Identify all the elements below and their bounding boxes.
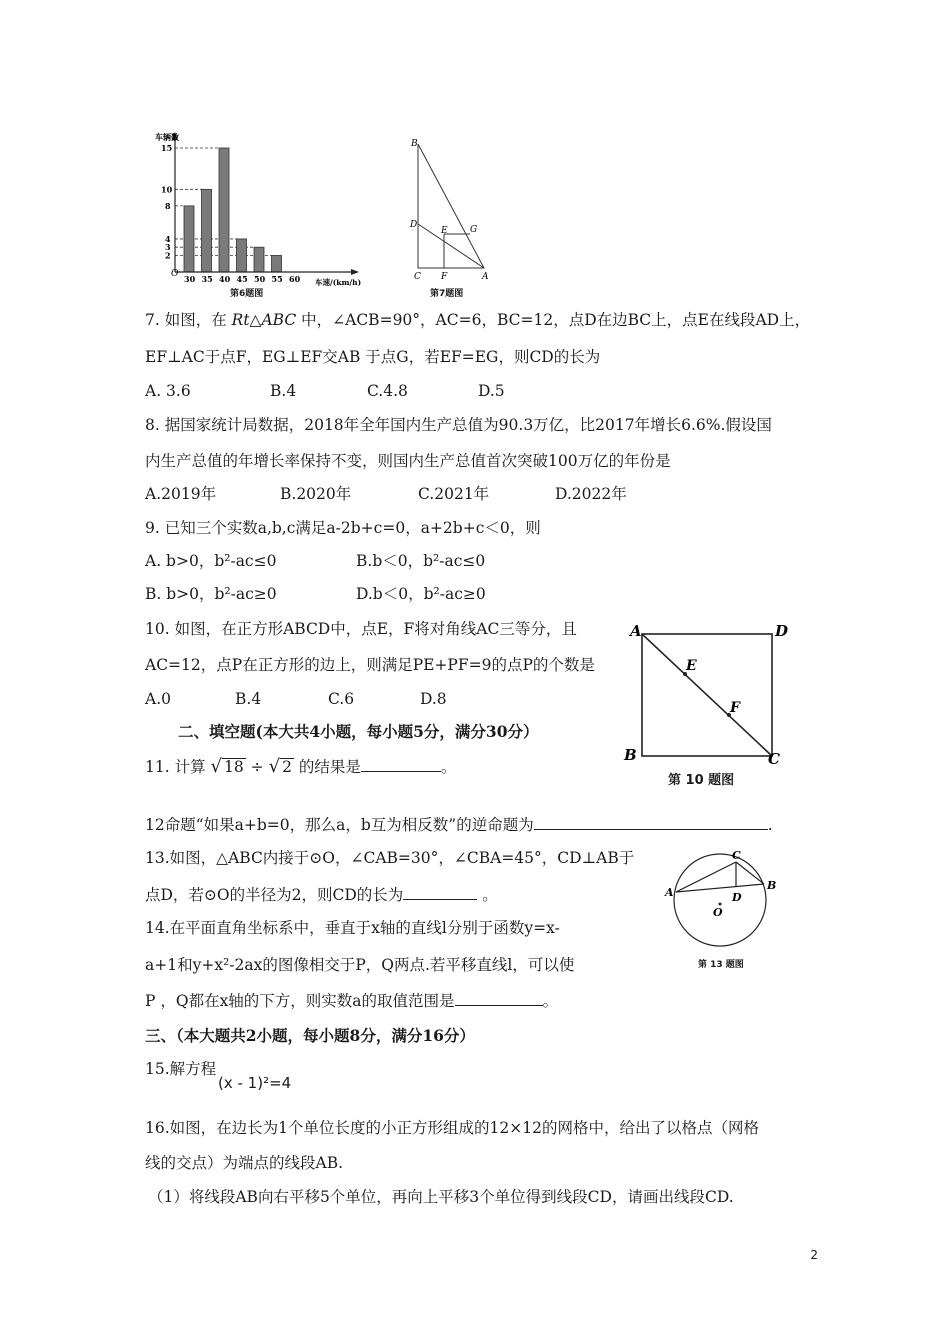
fig13-label-o: O bbox=[713, 906, 723, 919]
fig13-diagram bbox=[664, 846, 784, 956]
q9-option-a: A. b>0，b²-ac≤0 bbox=[145, 552, 277, 570]
q11-answer-blank[interactable] bbox=[361, 757, 441, 772]
q7-option-c: C.4.8 bbox=[367, 382, 408, 400]
fig7-label-f: F bbox=[441, 272, 448, 281]
fig6-bar-35 bbox=[202, 189, 212, 272]
fig6-y-tick-labels bbox=[161, 143, 173, 260]
fig13-label-d: D bbox=[732, 891, 742, 904]
fig6-x-tick-55: 55 bbox=[271, 274, 283, 284]
fig6-y-tick-2: 2 bbox=[165, 250, 171, 261]
q7-line1: 7. 如图，在 Rt△ABC 中，∠ACB=90°，AC=6，BC=12，点D在边BC上，点E在线段AD上， bbox=[145, 311, 811, 329]
q10-option-b: B.4 bbox=[235, 690, 262, 708]
q16-line1: 16.如图，在边长为1个单位长度的小正方形组成的12×12的网格中，给出了以格点（网格 bbox=[145, 1119, 759, 1137]
fig6-x-tick-60: 60 bbox=[289, 274, 301, 284]
q13-line2: 点D，若⊙O的半径为2，则CD的长为 。 bbox=[145, 886, 498, 904]
fig6-x-tick-30: 30 bbox=[184, 274, 196, 284]
fig6-y-tick-8: 8 bbox=[165, 200, 171, 211]
fig10-label-d: D bbox=[775, 622, 789, 640]
q13-line1: 13.如图，△ABC内接于⊙O，∠CAB=30°，∠CBA=45°，CD⊥AB于 bbox=[145, 849, 635, 867]
q7-option-d: D.5 bbox=[478, 382, 505, 400]
fig6-x-arrow bbox=[351, 269, 359, 275]
fig10-label-f: F bbox=[730, 700, 740, 716]
q11-line: 11. 计算 √ 18 ÷ √ 2 的结果是 。 bbox=[145, 756, 457, 777]
q7-option-b: B.4 bbox=[270, 382, 297, 400]
q13-answer-blank[interactable] bbox=[403, 885, 477, 900]
fig6-bar-30 bbox=[184, 206, 194, 272]
fig6-x-tick-50: 50 bbox=[254, 274, 266, 284]
fig6-bar-40 bbox=[219, 148, 229, 272]
fig6-bar-50 bbox=[254, 247, 264, 272]
fig10-label-b: B bbox=[624, 746, 637, 764]
q7-line2: EF⊥AC于点F，EG⊥EF交AB 于点G，若EF=EG，则CD的长为 bbox=[145, 348, 601, 366]
fig10-caption: 第 10 题图 bbox=[668, 773, 735, 788]
q10-line1: 10. 如图，在正方形ABCD中，点E，F将对角线AC三等分，且 bbox=[145, 620, 577, 638]
q15-prefix: 15.解方程 bbox=[145, 1060, 217, 1078]
q12-line: 12命题“如果a+b=0，那么a，b互为相反数”的逆命题为 . bbox=[145, 816, 773, 834]
q7-option-a: A. 3.6 bbox=[145, 382, 191, 400]
fig6-x-tick-35: 35 bbox=[201, 274, 213, 284]
fig6-y-tick-10: 10 bbox=[161, 184, 173, 195]
q12-answer-blank[interactable] bbox=[534, 815, 768, 830]
q15-equation: (x - 1)²=4 bbox=[218, 1074, 292, 1092]
section-2-heading: 二、填空题(本大共4小题，每小题5分，满分30分） bbox=[178, 722, 539, 741]
q10-option-d: D.8 bbox=[420, 690, 447, 708]
fig13-caption: 第 13 题图 bbox=[698, 960, 744, 970]
fig6-ylabel: 车辆数 bbox=[155, 132, 179, 142]
fig10-diagonal-ac bbox=[642, 634, 772, 756]
fig6-x-tick-45: 45 bbox=[236, 274, 248, 284]
q16-line3: （1）将线段AB向右平移5个单位，再向上平移3个单位得到线段CD，请画出线段CD. bbox=[148, 1188, 734, 1206]
q14-answer-blank[interactable] bbox=[455, 991, 543, 1006]
fig6-bars bbox=[184, 148, 282, 272]
fig7-diagram bbox=[408, 136, 498, 281]
fig10-label-a: A bbox=[630, 622, 642, 640]
q16-line2: 线的交点）为端点的线段AB. bbox=[145, 1154, 344, 1172]
q14-line3: P ，Q都在x轴的下方，则实数a的取值范围是 。 bbox=[145, 992, 559, 1010]
q11-radicand-1: 18 bbox=[224, 758, 244, 776]
fig7-label-e: E bbox=[441, 226, 448, 236]
fig13-label-c: C bbox=[732, 849, 741, 862]
q14-line1: 14.在平面直角坐标系中，垂直于x轴的直线l分别于函数y=x- bbox=[145, 919, 560, 937]
q14-line2: a+1和y+x²-2ax的图像相交于P，Q两点.若平移直线l，可以使 bbox=[145, 956, 575, 974]
q8-option-d: D.2022年 bbox=[555, 485, 627, 503]
q8-line1: 8. 据国家统计局数据，2018年全年国内生产总值为90.3万亿，比2017年增长6.6%.假设国 bbox=[145, 416, 772, 434]
fig13-circle bbox=[674, 854, 766, 946]
fig10-diagram bbox=[620, 618, 800, 768]
fig7-label-c: C bbox=[414, 272, 421, 281]
q10-line2: AC=12，点P在正方形的边上，则满足PE+PF=9的点P的个数是 bbox=[145, 656, 595, 674]
fig7-caption: 第7题图 bbox=[430, 289, 464, 299]
q8-option-b: B.2020年 bbox=[280, 485, 352, 503]
q8-line2: 内生产总值的年增长率保持不变，则国内生产总值首次突破100万亿的年份是 bbox=[145, 452, 671, 470]
q8-option-c: C.2021年 bbox=[418, 485, 490, 503]
fig6-y-tick-15: 15 bbox=[161, 143, 173, 153]
q9-option-b: B.b＜0，b²-ac≤0 bbox=[356, 552, 486, 570]
fig6-origin: O bbox=[171, 269, 179, 279]
fig6-y-tick-3: 3 bbox=[165, 242, 171, 253]
fig13-label-b: B bbox=[767, 879, 777, 892]
page-number: 2 bbox=[810, 1248, 818, 1262]
fig6-x-tick-labels bbox=[184, 274, 301, 284]
fig10-label-c: C bbox=[768, 750, 780, 768]
fig7-label-d: D bbox=[410, 220, 418, 230]
q9-option-c: B. b>0，b²-ac≥0 bbox=[145, 585, 277, 603]
fig10-label-e: E bbox=[686, 658, 697, 674]
fig6-chart bbox=[155, 128, 365, 298]
fig6-x-tick-40: 40 bbox=[219, 274, 231, 284]
fig7-label-a: A bbox=[482, 272, 489, 281]
fig6-bar-55 bbox=[272, 255, 282, 272]
fig7-triangle bbox=[418, 144, 484, 268]
section-3-heading: 三、（本大题共2小题，每小题8分，满分16分） bbox=[145, 1026, 475, 1045]
fig7-label-b: B bbox=[411, 139, 418, 149]
q11-radicand-2: 2 bbox=[282, 758, 292, 776]
fig6-y-tick-4: 4 bbox=[165, 233, 171, 244]
q8-option-a: A.2019年 bbox=[145, 485, 217, 503]
q10-option-c: C.6 bbox=[328, 690, 355, 708]
fig6-bar-45 bbox=[237, 239, 247, 272]
fig13-label-a: A bbox=[665, 886, 674, 899]
fig7-label-g: G bbox=[470, 225, 478, 235]
q9-option-d: D.b＜0，b²-ac≥0 bbox=[356, 585, 486, 603]
fig6-xlabel: 车速/(km/h) bbox=[315, 278, 362, 287]
q9-line1: 9. 已知三个实数a,b,c满足a-2b+c=0，a+2b+c＜0，则 bbox=[145, 519, 541, 537]
fig6-caption: 第6题图 bbox=[230, 289, 264, 299]
q10-option-a: A.0 bbox=[145, 690, 171, 708]
